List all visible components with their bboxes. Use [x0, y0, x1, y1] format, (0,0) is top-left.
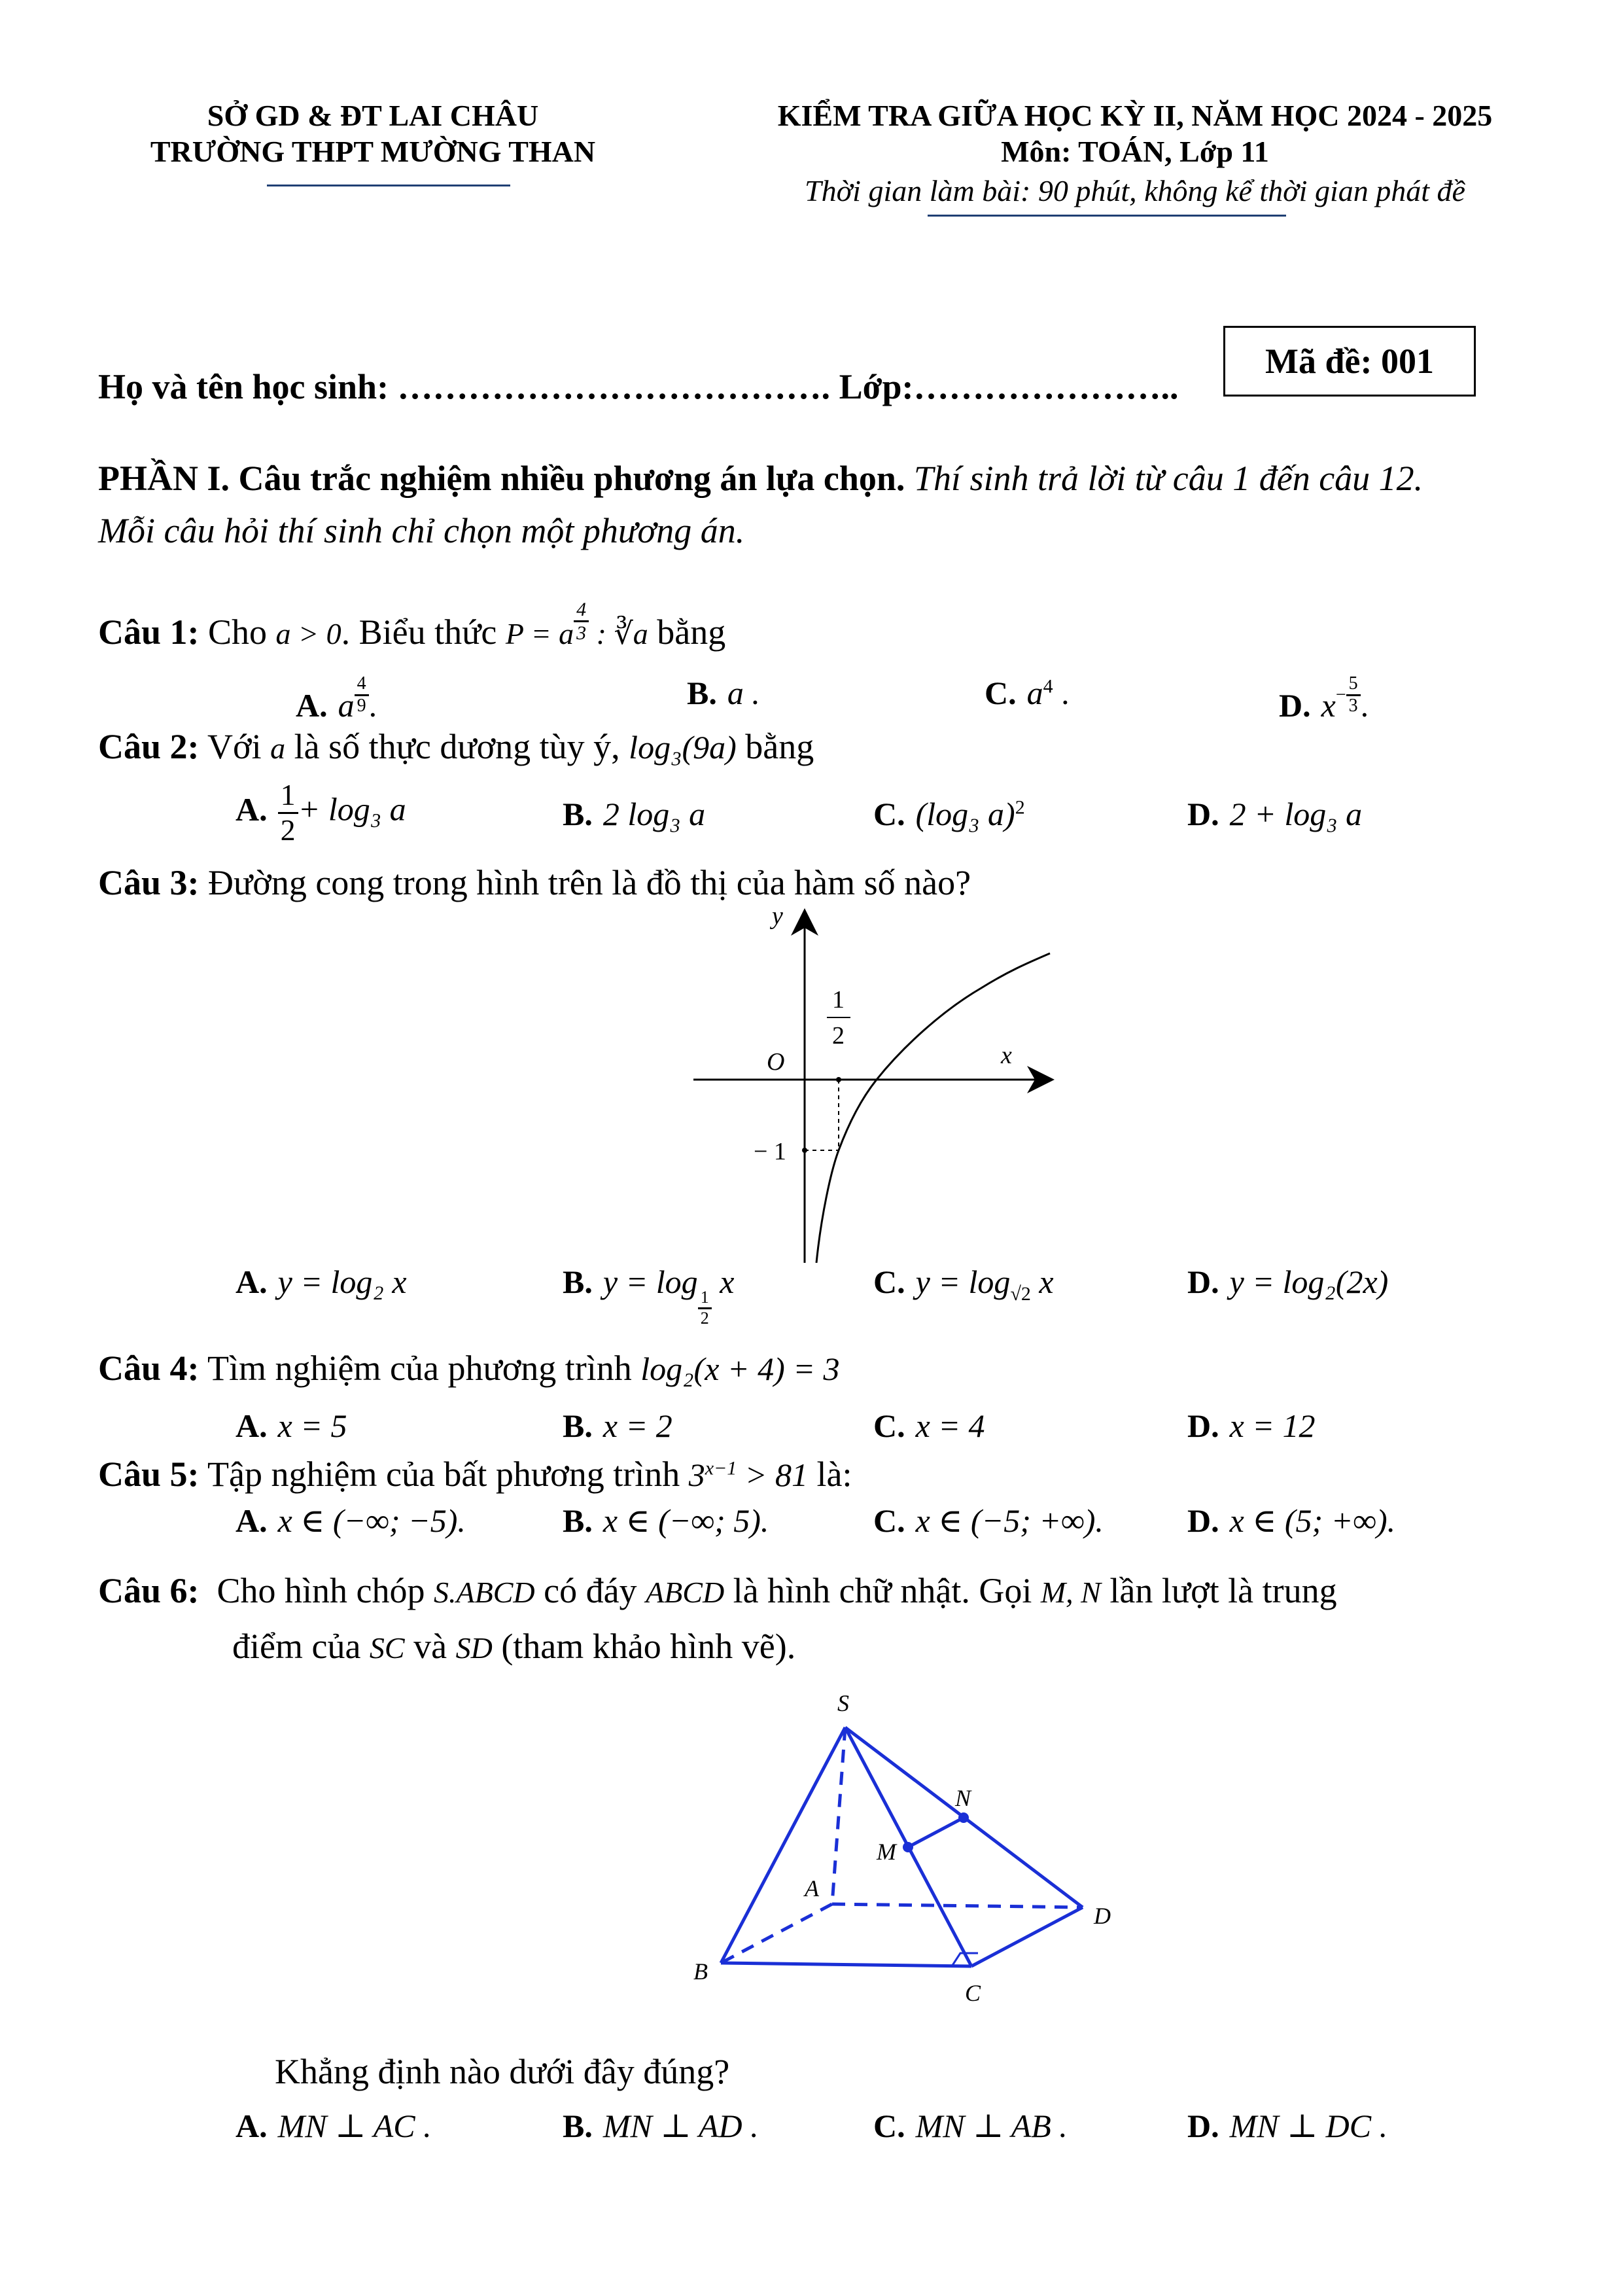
q1-option-c[interactable]: C. $a^4$ .: [985, 675, 1070, 711]
q5-option-a[interactable]: A. x ∈ (−∞; −5).: [236, 1502, 466, 1539]
part1-heading: PHẦN I. Câu trắc nghiệm nhiều phương án lựa chọn. Thí sinh trả lời từ câu 1 đến câu 12.: [98, 459, 1423, 498]
pyramid-figure: [680, 1688, 1138, 2028]
q1-option-d[interactable]: D. $x^{- \frac{5}{3}}$ .: [1279, 673, 1369, 724]
q3-option-d[interactable]: D. y = log₂(2x): [1187, 1263, 1389, 1300]
question-6-line2: điểm của SC và SD (tham khảo hình vẽ).: [232, 1627, 796, 1666]
origin-label: O: [767, 1048, 785, 1076]
edge-BC: [721, 1963, 971, 1966]
y-axis-label: y: [772, 903, 783, 930]
log-curve: [816, 953, 1050, 1263]
label-N: N: [955, 1785, 971, 1811]
q2-option-d[interactable]: D. 2 + log₃ a: [1187, 796, 1363, 832]
q4-option-a[interactable]: A. x = 5: [236, 1407, 347, 1444]
exam-title: KIỂM TRA GIỮA HỌC KỲ II, NĂM HỌC 2024 - 2025: [777, 99, 1493, 132]
edge-SB: [721, 1727, 845, 1963]
q1-option-b[interactable]: B. a .: [687, 675, 760, 711]
q6-option-c[interactable]: C. MN ⊥ AB .: [873, 2108, 1068, 2144]
q6-option-d[interactable]: D. MN ⊥ DC .: [1187, 2108, 1388, 2144]
q3-option-b[interactable]: B. y = log $_{\frac{1}{2}}$ x: [563, 1263, 735, 1328]
school-department: SỞ GD & ĐT LAI CHÂU: [207, 99, 539, 132]
label-D: D: [1094, 1903, 1111, 1929]
q2-option-b[interactable]: B. 2 log₃ a: [563, 796, 706, 832]
label-C: C: [965, 1980, 981, 2006]
point-minus-one: [802, 1148, 807, 1153]
question-2: Câu 2: Với a là số thực dương tùy ý, log₃(9a) bằng: [98, 727, 814, 766]
point-M: [903, 1842, 913, 1852]
q6-option-b[interactable]: B. MN ⊥ AD .: [563, 2108, 759, 2144]
edge-CD: [971, 1907, 1083, 1966]
school-name: TRƯỜNG THPT MƯỜNG THAN: [150, 135, 596, 168]
part1-instruction: Mỗi câu hỏi thí sinh chỉ chọn một phương án.: [98, 511, 745, 550]
q5-option-c[interactable]: C. x ∈ (−5; +∞).: [873, 1502, 1104, 1539]
q1-option-a[interactable]: A. a $^{\frac{4}{9}}$ .: [296, 673, 377, 724]
point-half: [836, 1077, 841, 1082]
question-6-line1: Câu 6: Cho hình chóp S.ABCD có đáy ABCD là hình chữ nhật. Gọi M, N lần lượt là trung: [98, 1571, 1337, 1610]
point-N: [958, 1812, 969, 1823]
q3-option-c[interactable]: C. $y = \log_{√2} x$: [873, 1263, 1054, 1305]
header-underline-left: [267, 185, 510, 186]
q5-option-b[interactable]: B. x ∈ (−∞; 5).: [563, 1502, 769, 1539]
q4-option-b[interactable]: B. x = 2: [563, 1407, 672, 1444]
minus-one-label: − 1: [754, 1138, 786, 1165]
edge-SA: [832, 1727, 845, 1904]
label-A: A: [805, 1875, 819, 1901]
subject-line: Môn: TOÁN, Lớp 11: [1001, 135, 1269, 168]
duration-line: Thời gian làm bài: 90 phút, không kể thời gian phát đề: [805, 174, 1465, 207]
label-S: S: [837, 1690, 849, 1716]
question-5: Câu 5: Tập nghiệm của bất phương trình $3^{x-1} > 81$ là:: [98, 1455, 852, 1494]
q4-option-d[interactable]: D. x = 12: [1187, 1407, 1316, 1444]
label-M: M: [877, 1839, 896, 1865]
q4-option-c[interactable]: C. x = 4: [873, 1407, 985, 1444]
question-1: Câu 1: Cho a > 0. Biểu thức P = a $^{\frac{4}{3}}$ : ∛a bằng: [98, 599, 726, 652]
student-name-field: Họ và tên học sinh: ………………………………. Lớp:…………………..: [98, 367, 1179, 406]
question-6-prompt: Khẳng định nào dưới đây đúng?: [275, 2052, 730, 2091]
edge-AD: [832, 1904, 1083, 1907]
question-3: Câu 3: Đường cong trong hình trên là đồ thị của hàm số nào?: [98, 863, 971, 902]
q2-option-a[interactable]: A. $\frac{1}{2}$ + log₃ a: [236, 778, 406, 847]
exam-code-box: Mã đề: 001: [1223, 326, 1476, 397]
half-denominator: 2: [832, 1022, 845, 1050]
segment-MN: [908, 1818, 964, 1847]
q5-option-d[interactable]: D. x ∈ (5; +∞).: [1187, 1502, 1396, 1539]
q6-option-a[interactable]: A. MN ⊥ AC .: [236, 2108, 432, 2144]
q3-option-a[interactable]: A. y = log₂ x: [236, 1263, 407, 1300]
log-graph: [693, 903, 1060, 1269]
label-B: B: [693, 1958, 708, 1985]
half-numerator: 1: [832, 986, 845, 1014]
header-underline-right: [928, 215, 1286, 217]
x-axis-label: x: [1001, 1042, 1012, 1069]
q2-option-c[interactable]: C. (log₃ a)$^2$: [873, 796, 1025, 832]
question-4: Câu 4: Tìm nghiệm của phương trình log₂(x + 4) = 3: [98, 1349, 840, 1388]
